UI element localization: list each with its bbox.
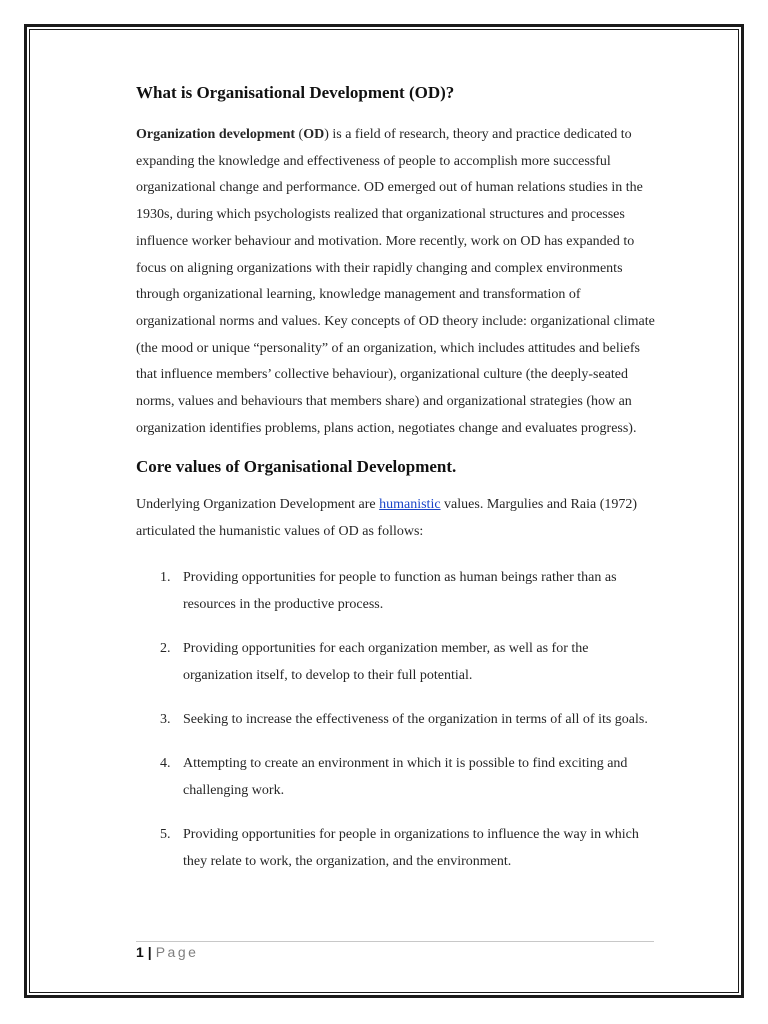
list-item-text: Seeking to increase the effectiveness of the organization in terms of all of its goals. xyxy=(183,711,648,727)
list-item-number: 2. xyxy=(160,640,171,656)
page-number: 1 xyxy=(136,944,144,960)
list-item-number: 4. xyxy=(160,755,171,771)
intro-paragraph xyxy=(136,122,656,442)
humanistic-link[interactable]: humanistic xyxy=(379,497,441,513)
page-label: Page xyxy=(155,944,199,960)
core-values-list xyxy=(136,564,656,875)
list-item xyxy=(136,821,656,875)
intro-abbr: OD xyxy=(303,127,325,142)
list-item-text: Providing opportunities for people to function as human beings rather than as resources in the productive process. xyxy=(183,569,617,612)
list-item-text: Attempting to create an environment in which it is possible to find exciting and challenging work. xyxy=(183,755,628,798)
list-item-text: Providing opportunities for each organization member, as well as for the organization itself, to develop to their full potential. xyxy=(183,640,589,683)
list-item xyxy=(136,635,656,689)
list-item xyxy=(136,564,656,618)
footer-separator: | xyxy=(147,944,152,960)
intro-open-paren: ( xyxy=(295,127,304,142)
section-title: Core values of Organisational Development. xyxy=(136,457,457,477)
intro-term: Organization development xyxy=(136,127,296,142)
footer-divider xyxy=(136,941,654,942)
list-item-text: Providing opportunities for people in organizations to influence the way in which they relate to work, the organization, and the environment. xyxy=(183,826,639,869)
section-intro-paragraph xyxy=(136,492,656,545)
list-item xyxy=(136,706,656,733)
page-footer xyxy=(136,942,198,962)
section-intro-after: values. Margulies and Raia (1972) articulated the humanistic values of OD as follows: xyxy=(136,497,638,540)
section-intro-before: Underlying Organization Development are xyxy=(136,497,380,513)
list-item-number: 3. xyxy=(160,711,171,727)
list-item-number: 1. xyxy=(160,569,171,585)
list-item xyxy=(136,750,656,804)
intro-rest: ) is a field of research, theory and practice dedicated to expanding the knowledge and effectiveness of people to accomplish more successful organizational change and performance. OD emerged out of human relations studies in the 1930s, during which psychologists realized that organizational structures and processes influence worker behaviour and motivation. More recently, work on OD has expanded to focus on aligning organizations with their rapidly changing and complex environments through organizational learning, knowledge management and transformation of organizational norms and values. Key concepts of OD theory include: organizational climate (the mood or unique “personality” of an organization, which includes attitudes and beliefs that influence members’ collective behaviour), organizational culture (the deeply-seated norms, values and behaviours that members share) and organizational strategies (how an organization identifies problems, plans action, negotiates change and evaluates progress). xyxy=(136,127,655,436)
document-body xyxy=(136,80,656,892)
list-item-number: 5. xyxy=(160,826,171,842)
document-title: What is Organisational Development (OD)? xyxy=(136,83,455,102)
